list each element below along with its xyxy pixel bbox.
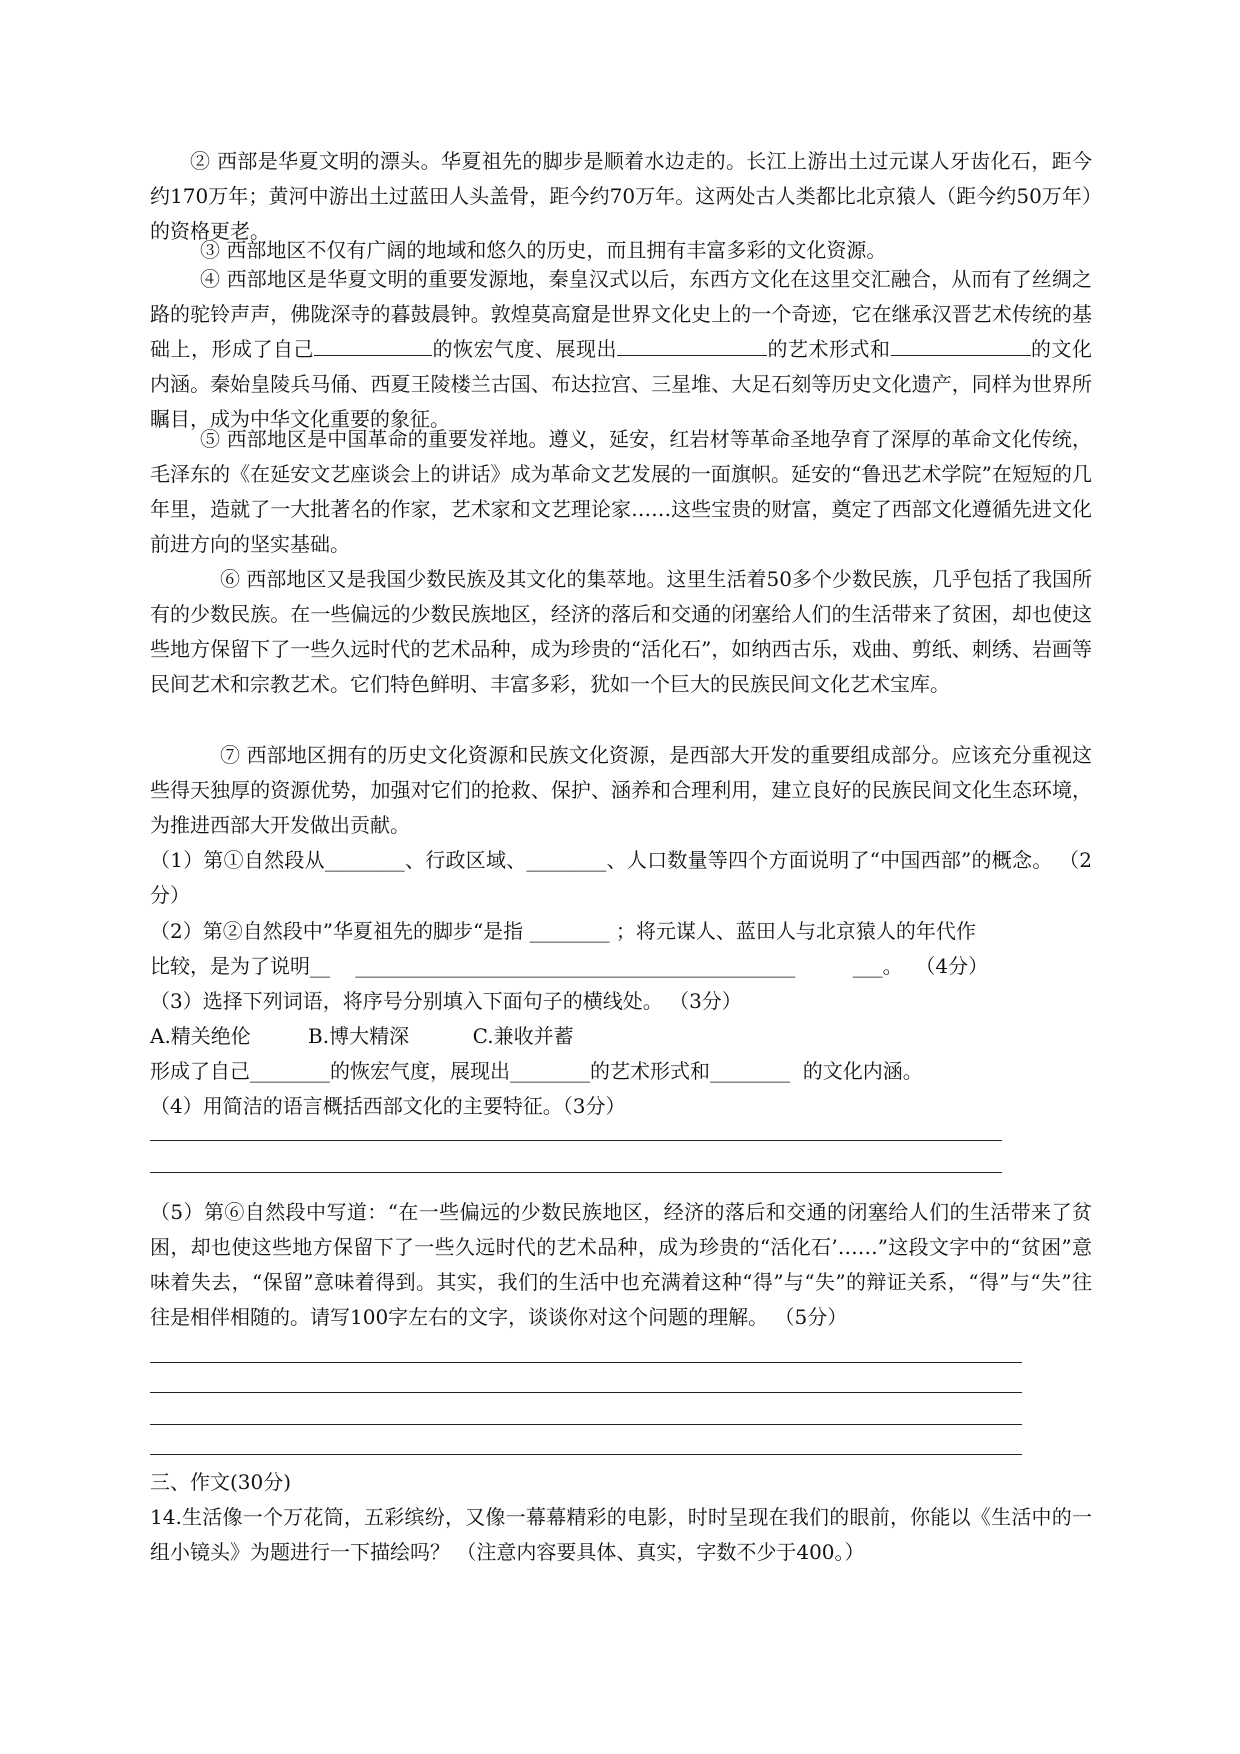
answer-line[interactable] [150,1140,1002,1141]
question-3: （3）选择下列词语，将序号分别填入下面句子的横线处。 （3分） [150,989,742,1013]
question-3-sentence: 形成了自己________的恢宏气度，展现出________的艺术形式和________ 的文化内涵。 [150,1059,923,1083]
answer-line[interactable] [150,1362,1022,1363]
question-2-line-1: （2）第②自然段中”华夏祖先的脚步“是指 ________ ；将元谋人、蓝田人与北京猿人的年代作 [150,919,976,943]
paragraph-4 [150,262,1092,437]
paragraph-4-text-2: 的恢宏气度、展现出 [432,337,617,361]
paragraph-7: ⑦ 西部地区拥有的历史文化资源和民族文化资源，是西部大开发的重要组成部分。应该充分重视这些得天独厚的资源优势，加强对它们的抢救、保护、涵养和合理利用，建立良好的民族民间文化生态环境，为推进西部大开发做出贡献。 [150,743,1092,837]
answer-line[interactable] [150,1392,1022,1393]
paragraph-4-text-3: 的艺术形式和 [767,337,891,361]
answer-line[interactable] [150,1454,1022,1455]
question-1: （1）第①自然段从________、行政区域、________、人口数量等四个方面说明了“中国西部”的概念。 （2分） [150,848,1092,907]
paragraph-4-text-4: 的文化内涵。秦始皇陵兵马俑、西夏王陵楼兰古国、布达拉宫、三星堆、大足石刻等历史文化遗产，同样为世界所瞩目，成为中华文化重要的象征。 [150,337,1092,431]
question-2-line-2: 比较，是为了说明__ ____________________________________________ ___。 （4分） [150,954,989,978]
paragraph-5: ⑤ 西部地区是中国革命的重要发祥地。遵义，延安，红岩材等革命圣地孕育了深厚的革命文化传统，毛泽东的《在延安文艺座谈会上的讲话》成为革命文艺发展的一面旗帜。延安的“鲁迅艺术学院”在短短的几年里，造就了一大批著名的作家，艺术家和文艺理论家……这些宝贵的财富，奠定了西部文化遵循先进文化前进方向的坚实基础。 [150,427,1092,556]
blank-3 [891,337,1031,356]
answer-line[interactable] [150,1172,1002,1173]
blank-1 [314,337,432,356]
paragraph-2: ② 西部是华夏文明的漂头。华夏祖先的脚步是顺着水边走的。长江上游出土过元谋人牙齿化石，距今约170万年；黄河中游出土过蓝田人头盖骨，距今约70万年。这两处古人类都比北京猿人（距今约50万年）的资格更老。 [150,149,1092,243]
question-5: （5）第⑥自然段中写道：“在一些偏远的少数民族地区，经济的落后和交通的闭塞给人们的生活带来了贫困，却也使这些地方保留下了一些久远时代的艺术品种，成为珍贵的“活化石’……”这段文字中的“贫困”意味着失去，“保留”意味着得到。其实，我们的生活中也充满着这种“得”与“失”的辩证关系，“得”与“失”往往是相伴相随的。请写100字左右的文字，谈谈你对这个问题的理解。 （5分） [150,1200,1092,1329]
paragraph-4-text-1: ④ 西部地区是华夏文明的重要发源地，秦皇汉式以后，东西方文化在这里交汇融合，从而有了丝绸之路的驼铃声声，佛陇深寺的暮鼓晨钟。敦煌莫高窟是世界文化史上的一个奇迹，它在继承汉晋艺术传统的基础上，形成了自己 [150,267,1092,361]
composition-prompt: 14.生活像一个万花筒，五彩缤纷，又像一幕幕精彩的电影，时时呈现在我们的眼前，你能以《生活中的一组小镜头》为题进行一下描绘吗？ （注意内容要具体、真实，字数不少于400。） [150,1505,1092,1564]
answer-line[interactable] [150,1424,1022,1425]
question-3-options: A.精关绝伦 B.博大精深 C.兼收并蓄 [150,1024,574,1048]
paragraph-6: ⑥ 西部地区又是我国少数民族及其文化的集萃地。这里生活着50多个少数民族，几乎包括了我国所有的少数民族。在一些偏远的少数民族地区，经济的落后和交通的闭塞给人们的生活带来了贫困，却也使这些地方保留下了一些久远时代的艺术品种，成为珍贵的“活化石”，如纳西古乐，戏曲、剪纸、刺绣、岩画等民间艺术和宗教艺术。它们特色鲜明、丰富多彩，犹如一个巨大的民族民间文化艺术宝库。 [150,567,1092,696]
blank-2 [617,337,767,356]
question-4: （4）用简洁的语言概括西部文化的主要特征。（3分） [150,1094,626,1118]
paragraph-3: ③ 西部地区不仅有广阔的地域和悠久的历史，而且拥有丰富多彩的文化资源。 [200,238,887,262]
composition-heading: 三、作文(30分) [150,1470,292,1494]
